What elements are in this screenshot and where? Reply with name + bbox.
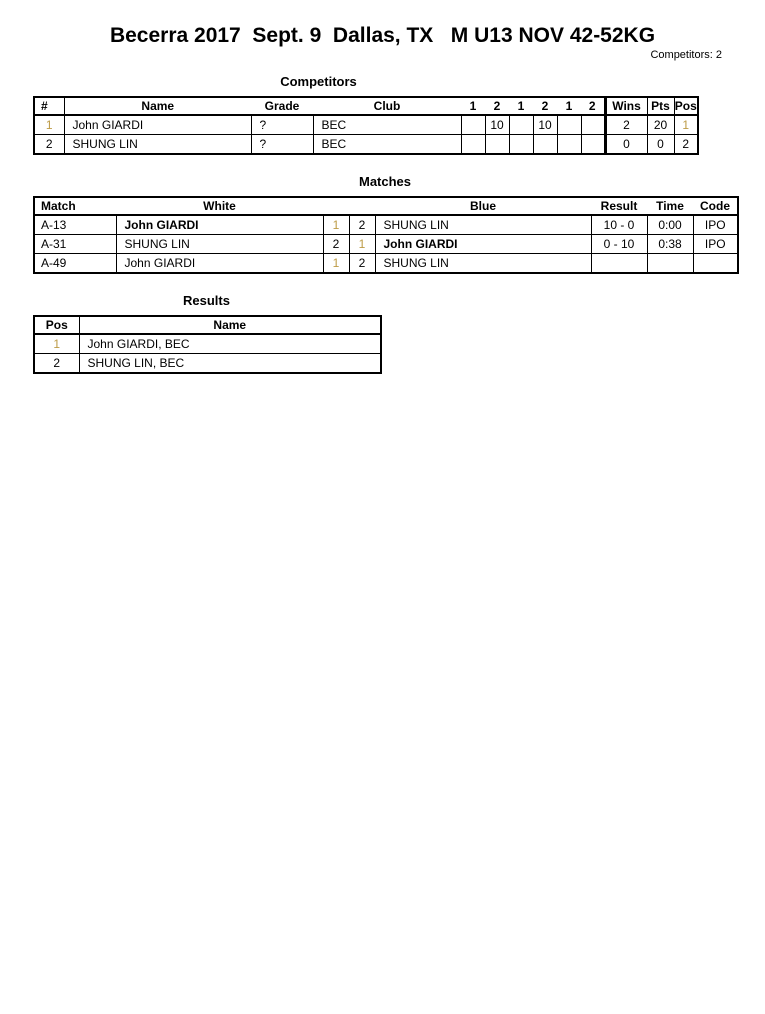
col-header-score-4: 2 xyxy=(541,99,549,113)
col-header-name: Name xyxy=(141,99,175,113)
cell-wins: 0 xyxy=(605,135,647,155)
cell-blue-name: SHUNG LIN xyxy=(375,215,591,235)
cell-score xyxy=(461,135,485,155)
cell-white-num: 1 xyxy=(323,254,349,274)
cell-white-num: 2 xyxy=(323,235,349,254)
col-header-white-num xyxy=(323,197,349,215)
cell-wins: 2 xyxy=(605,115,647,135)
col-header-name: Name xyxy=(213,318,247,332)
matches-header-row xyxy=(34,197,738,215)
cell-match-id: A-13 xyxy=(34,215,116,235)
col-header-grade: Grade xyxy=(264,99,300,113)
matches-section xyxy=(33,174,765,274)
cell-pos: 1 xyxy=(674,115,698,135)
competitors-count-label: Competitors: 2 xyxy=(650,49,722,61)
cell-pos: 2 xyxy=(674,135,698,155)
cell-code xyxy=(693,254,738,274)
cell-white-name: John GIARDI xyxy=(116,215,323,235)
cell-white-name: John GIARDI xyxy=(116,254,323,274)
col-header-white: White xyxy=(203,199,236,213)
match-row xyxy=(34,215,738,235)
cell-score xyxy=(557,115,581,135)
competitors-table xyxy=(33,96,699,155)
cell-blue-num: 2 xyxy=(349,215,375,235)
cell-code: IPO xyxy=(693,215,738,235)
cell-blue-num: 1 xyxy=(349,235,375,254)
cell-time: 0:00 xyxy=(647,215,693,235)
col-header-club: Club xyxy=(373,99,401,113)
cell-match-id: A-31 xyxy=(34,235,116,254)
col-header-time: Time xyxy=(656,199,684,213)
cell-result-name: SHUNG LIN, BEC xyxy=(79,354,381,374)
competitors-header-row xyxy=(34,97,698,115)
cell-competitor-grade: ? xyxy=(251,135,313,155)
results-header-row xyxy=(34,316,381,334)
competitors-section xyxy=(33,74,765,155)
col-header-pos: Pos xyxy=(674,99,697,113)
cell-pts: 0 xyxy=(647,135,674,155)
cell-result xyxy=(591,254,647,274)
col-header-score-3: 1 xyxy=(517,99,525,113)
cell-score: 10 xyxy=(485,115,509,135)
cell-result-pos: 2 xyxy=(34,354,79,374)
col-header-blue: Blue xyxy=(469,199,496,213)
cell-score xyxy=(485,135,509,155)
page-title: Becerra 2017 Sept. 9 Dallas, TX M U13 NOV 42-52KG xyxy=(109,24,656,47)
cell-blue-name: SHUNG LIN xyxy=(375,254,591,274)
cell-score: 10 xyxy=(533,115,557,135)
cell-score xyxy=(557,135,581,155)
col-header-result: Result xyxy=(600,199,638,213)
cell-code: IPO xyxy=(693,235,738,254)
competitors-section-title: Competitors xyxy=(280,74,357,89)
cell-pts: 20 xyxy=(647,115,674,135)
cell-competitor-num: 1 xyxy=(34,115,64,135)
cell-result-pos: 1 xyxy=(34,334,79,354)
col-header-num: # xyxy=(34,97,64,115)
col-header-score-1: 1 xyxy=(469,99,477,113)
cell-result: 10 - 0 xyxy=(591,215,647,235)
cell-competitor-grade: ? xyxy=(251,115,313,135)
cell-competitor-club: BEC xyxy=(313,135,461,155)
cell-score xyxy=(509,135,533,155)
cell-match-id: A-49 xyxy=(34,254,116,274)
cell-white-num: 1 xyxy=(323,215,349,235)
results-table xyxy=(33,315,382,374)
cell-time xyxy=(647,254,693,274)
col-header-pts: Pts xyxy=(647,97,674,115)
match-row xyxy=(34,235,738,254)
cell-competitor-name: John GIARDI xyxy=(64,115,251,135)
cell-score xyxy=(461,115,485,135)
cell-result: 0 - 10 xyxy=(591,235,647,254)
cell-competitor-club: BEC xyxy=(313,115,461,135)
col-header-score-5: 1 xyxy=(565,99,573,113)
results-section-title: Results xyxy=(183,293,230,308)
results-section xyxy=(33,293,765,374)
cell-score xyxy=(509,115,533,135)
col-header-match: Match xyxy=(41,199,76,213)
col-header-score-2: 2 xyxy=(493,99,501,113)
cell-result-name: John GIARDI, BEC xyxy=(79,334,381,354)
match-row xyxy=(34,254,738,274)
cell-blue-num: 2 xyxy=(349,254,375,274)
competitor-row xyxy=(34,115,698,135)
result-row xyxy=(34,354,381,374)
cell-score xyxy=(533,135,557,155)
cell-blue-name: John GIARDI xyxy=(375,235,591,254)
result-row xyxy=(34,334,381,354)
cell-score xyxy=(581,135,605,155)
cell-time: 0:38 xyxy=(647,235,693,254)
col-header-code: Code xyxy=(700,199,730,213)
col-header-pos: Pos xyxy=(34,316,79,334)
cell-score xyxy=(581,115,605,135)
matches-section-title: Matches xyxy=(358,174,412,189)
col-header-blue-num xyxy=(349,197,375,215)
cell-competitor-num: 2 xyxy=(34,135,64,155)
cell-white-name: SHUNG LIN xyxy=(116,235,323,254)
col-header-wins: Wins xyxy=(605,97,647,115)
cell-competitor-name: SHUNG LIN xyxy=(64,135,251,155)
col-header-score-6: 2 xyxy=(588,99,596,113)
competitor-row xyxy=(34,135,698,155)
matches-table xyxy=(33,196,739,274)
